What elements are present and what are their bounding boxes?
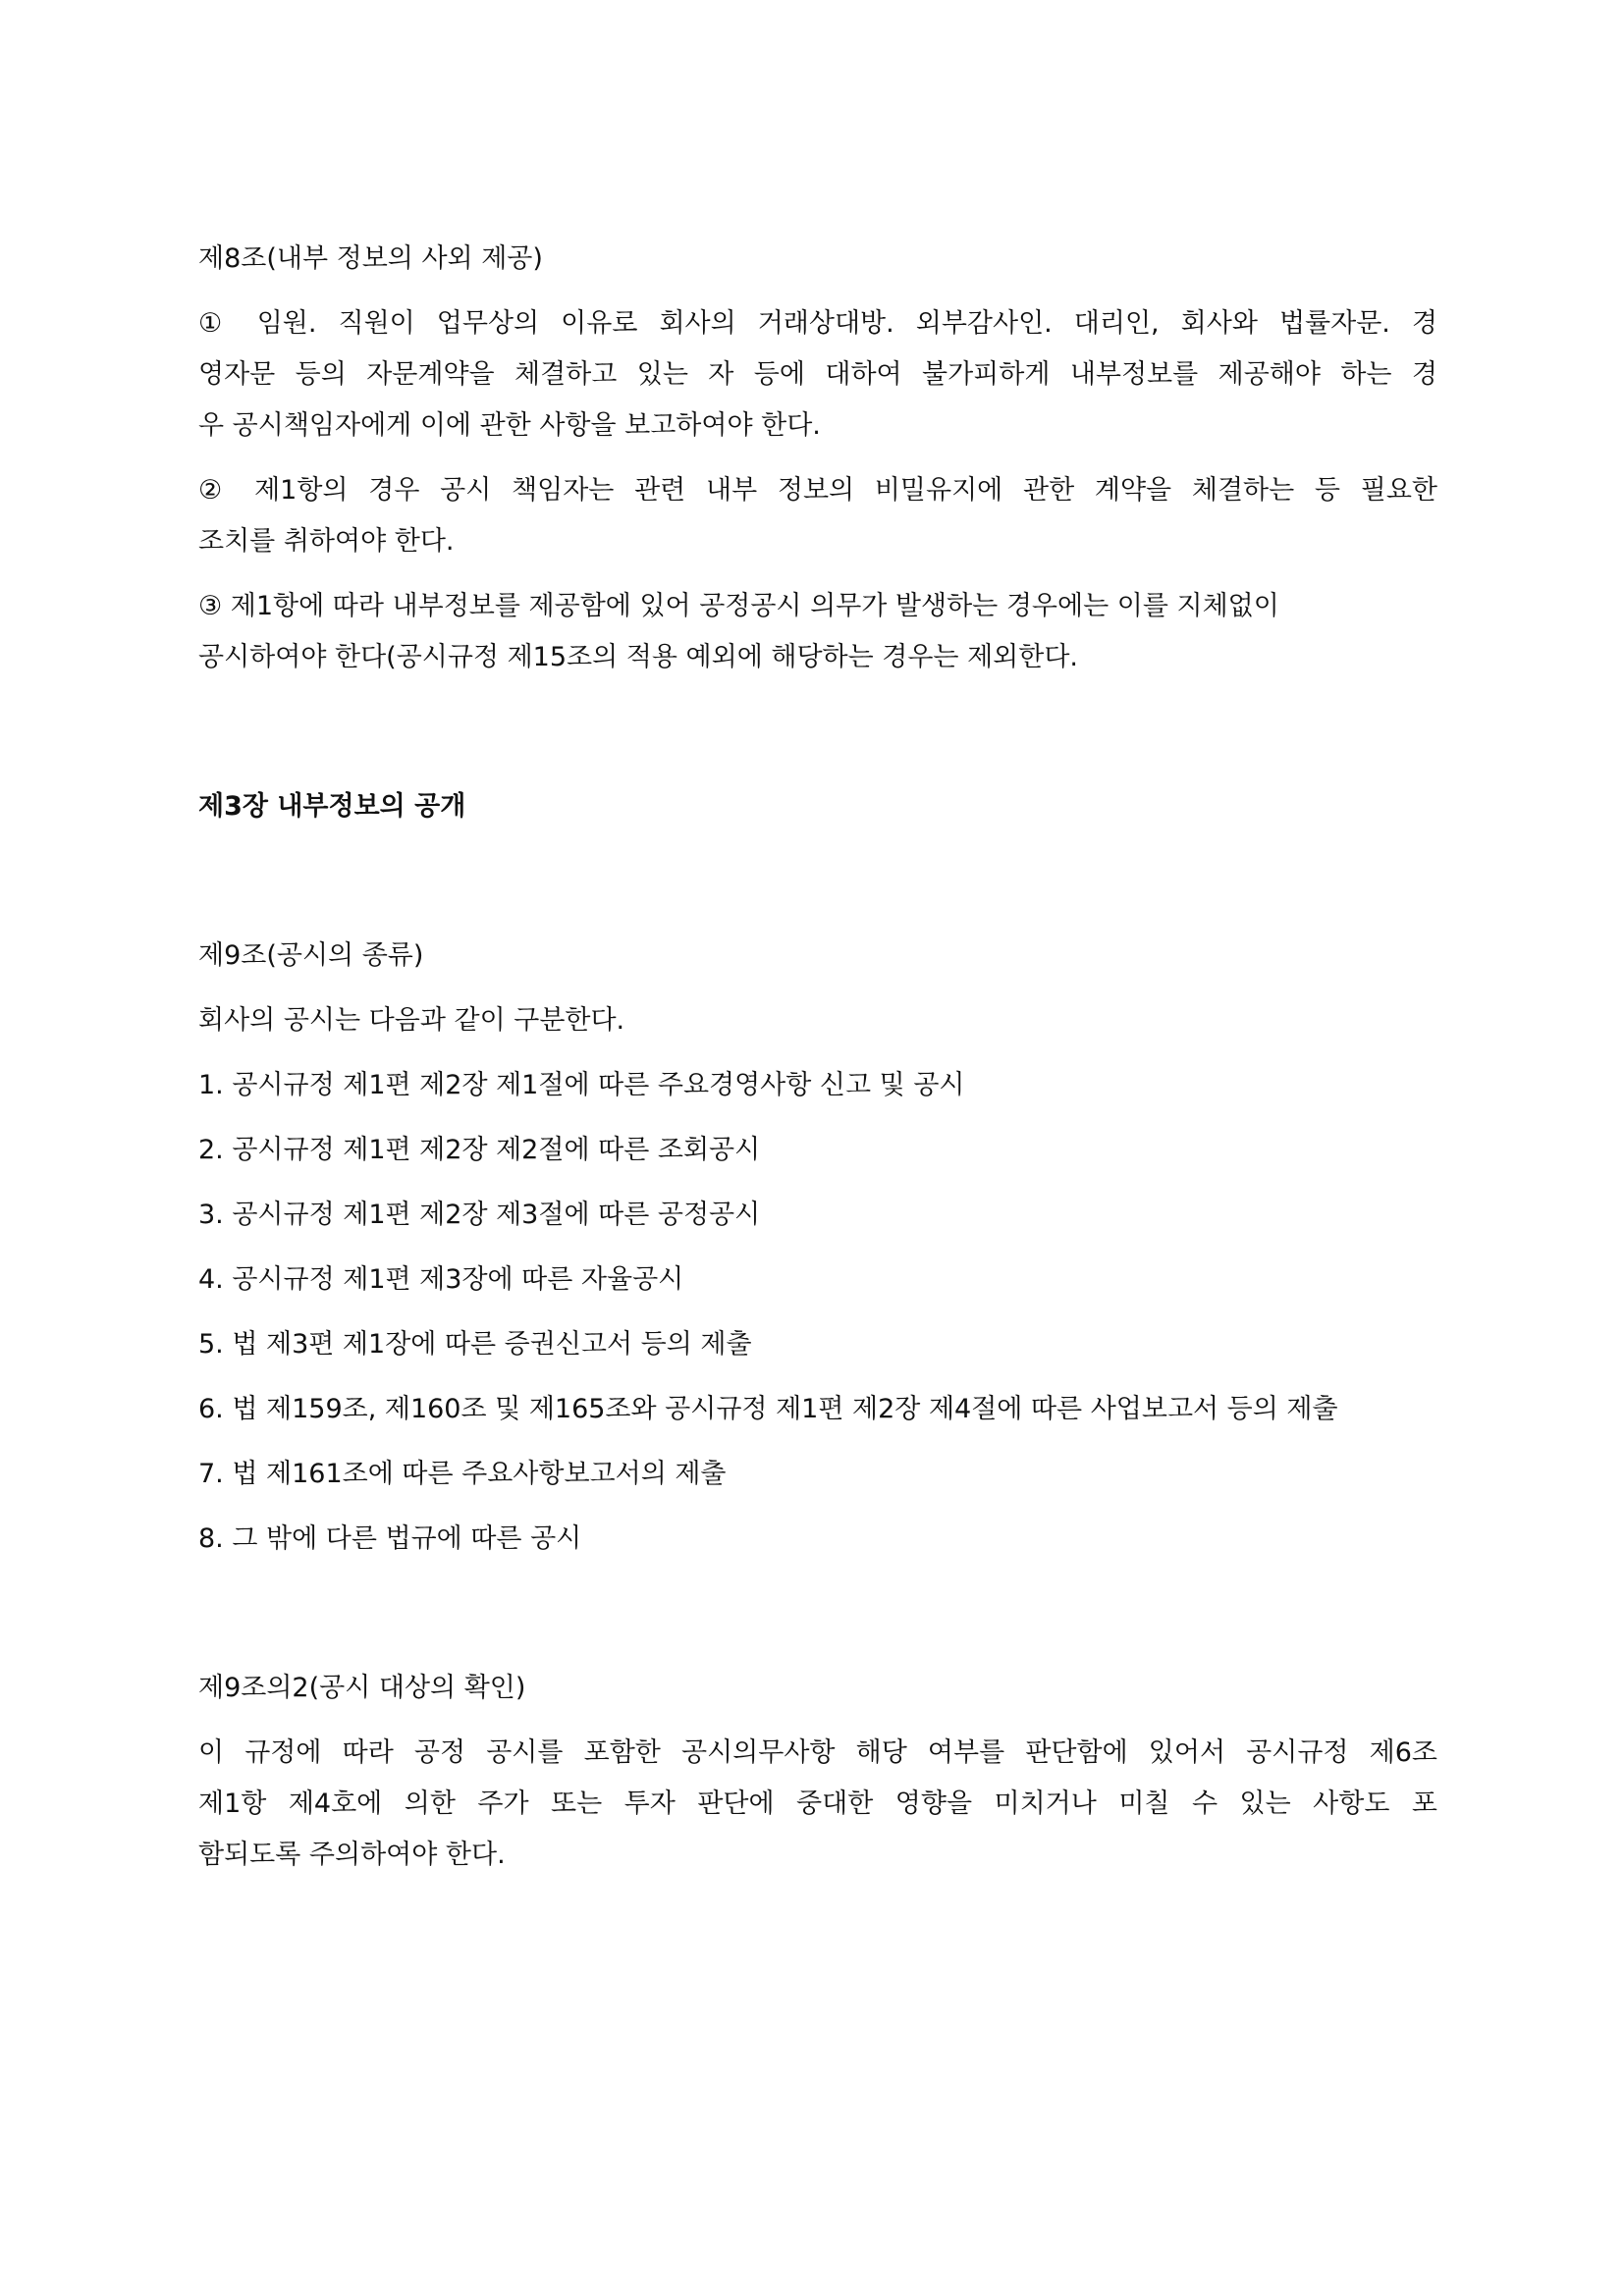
chapter-3-heading: 제3장 내부정보의 공개 xyxy=(198,791,466,822)
article-9-list xyxy=(198,1060,1437,1565)
list-item: 4. 공시규정 제1편 제3장에 따른 자율공시 xyxy=(198,1264,684,1295)
text-line: 이 규정에 따라 공정 공시를 포함한 공시의무사항 해당 여부를 판단함에 있어서 공시규정 제6조 xyxy=(198,1737,1437,1768)
text-line: ③ 제1항에 따라 내부정보를 제공함에 있어 공정공시 의무가 발생하는 경우에는 이를 지체없이 xyxy=(198,591,1279,621)
text-line: 우 공시책임자에게 이에 관한 사항을 보고하여야 한다. xyxy=(198,410,821,441)
text-line: 영자문 등의 자문계약을 체결하고 있는 자 등에 대하여 불가피하게 내부정보를 제공해야 하는 경 xyxy=(198,359,1437,390)
text-line: 제1항 제4호에 의한 주가 또는 투자 판단에 중대한 영향을 미치거나 미칠 수 있는 사항도 포 xyxy=(198,1789,1437,1819)
text-line: 함되도록 주의하여야 한다. xyxy=(198,1840,506,1870)
list-item: 6. 법 제159조, 제160조 및 제165조와 공시규정 제1편 제2장 제4절에 따른 사업보고서 등의 제출 xyxy=(198,1394,1338,1424)
article-8-paragraph-2 xyxy=(198,465,1437,567)
article-9-title: 제9조(공시의 종류) xyxy=(198,940,424,971)
article-9-intro: 회사의 공시는 다음과 같이 구분한다. xyxy=(198,1005,625,1036)
text-line: ① 임원. 직원이 업무상의 이유로 회사의 거래상대방. 외부감사인. 대리인, 회사와 법률자문. 경 xyxy=(198,308,1437,339)
text-line: 조치를 취하여야 한다. xyxy=(198,526,455,557)
list-item: 2. 공시규정 제1편 제2장 제2절에 따른 조회공시 xyxy=(198,1135,761,1165)
list-item: 7. 법 제161조에 따른 주요사항보고서의 제출 xyxy=(198,1459,727,1489)
list-item: 1. 공시규정 제1편 제2장 제1절에 따른 주요경영사항 신고 및 공시 xyxy=(198,1070,965,1100)
text-line: 공시하여야 한다(공시규정 제15조의 적용 예외에 해당하는 경우는 제외한다. xyxy=(198,642,1079,672)
text-line: ② 제1항의 경우 공시 책임자는 관련 내부 정보의 비밀유지에 관한 계약을 체결하는 등 필요한 xyxy=(198,475,1437,506)
article-9-2-title: 제9조의2(공시 대상의 확인) xyxy=(198,1673,526,1703)
article-9-2-paragraph xyxy=(198,1728,1437,1881)
list-item: 5. 법 제3편 제1장에 따른 증권신고서 등의 제출 xyxy=(198,1329,752,1360)
document-body xyxy=(198,234,1437,1881)
list-item: 8. 그 밖에 다른 법규에 따른 공시 xyxy=(198,1523,582,1554)
article-8-paragraph-3 xyxy=(198,581,1437,683)
list-item: 3. 공시규정 제1편 제2장 제3절에 따른 공정공시 xyxy=(198,1200,761,1230)
article-8-title: 제8조(내부 정보의 사외 제공) xyxy=(198,243,543,274)
article-8-paragraph-1 xyxy=(198,298,1437,452)
